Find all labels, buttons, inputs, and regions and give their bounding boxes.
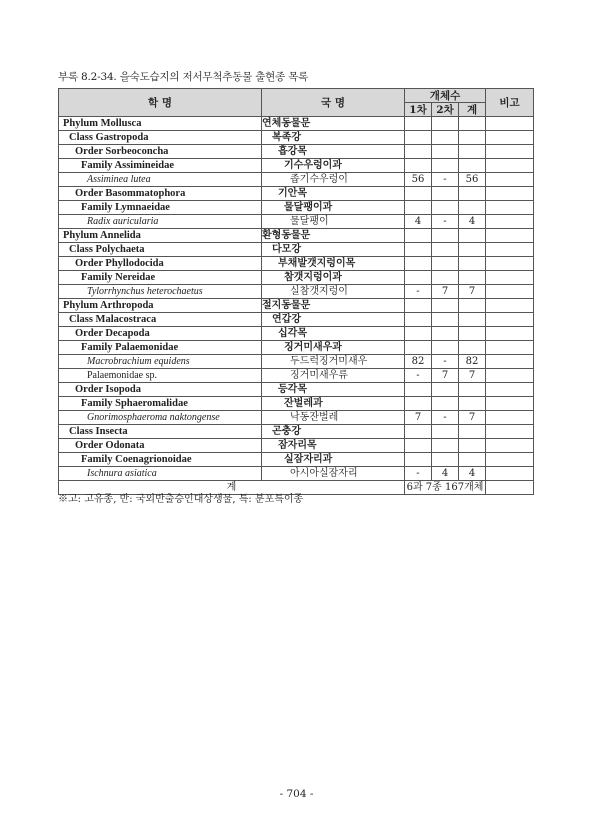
scientific-name-cell: Phylum Annelida — [59, 229, 262, 243]
scientific-name-cell: Order Basommatophora — [59, 187, 262, 201]
total-count-cell: 7 — [459, 411, 486, 425]
scientific-name-cell: Order Isopoda — [59, 383, 262, 397]
korean-name-cell: 곤충강 — [262, 425, 405, 439]
first-survey-count-cell — [405, 271, 432, 285]
scientific-name-cell: Family Coenagrionoidae — [59, 453, 262, 467]
total-count-cell — [459, 159, 486, 173]
total-count-cell — [459, 425, 486, 439]
table-row — [59, 313, 534, 327]
note-cell — [486, 271, 534, 285]
note-cell — [486, 257, 534, 271]
second-survey-count-cell — [432, 159, 459, 173]
scientific-name-cell: Class Gastropoda — [59, 131, 262, 145]
note-cell — [486, 285, 534, 299]
scientific-name-cell: Class Malacostraca — [59, 313, 262, 327]
first-survey-count-cell — [405, 439, 432, 453]
second-survey-count-cell — [432, 201, 459, 215]
header-second-survey: 2차 — [432, 103, 459, 117]
table-row — [59, 243, 534, 257]
table-row — [59, 201, 534, 215]
total-count-cell — [459, 117, 486, 131]
first-survey-count-cell: - — [405, 369, 432, 383]
second-survey-count-cell — [432, 257, 459, 271]
table-row — [59, 411, 534, 425]
first-survey-count-cell — [405, 397, 432, 411]
total-label: 계 — [59, 481, 405, 495]
second-survey-count-cell — [432, 187, 459, 201]
note-cell — [486, 159, 534, 173]
second-survey-count-cell — [432, 229, 459, 243]
note-cell — [486, 355, 534, 369]
table-row — [59, 159, 534, 173]
first-survey-count-cell — [405, 327, 432, 341]
first-survey-count-cell: 82 — [405, 355, 432, 369]
first-survey-count-cell — [405, 229, 432, 243]
table-body — [59, 117, 534, 481]
total-count-cell — [459, 397, 486, 411]
korean-name-cell: 흡강목 — [262, 145, 405, 159]
second-survey-count-cell — [432, 341, 459, 355]
table-caption: 부록 8.2-34. 을숙도습지의 저서무척추동물 출현종 목록 — [58, 71, 309, 83]
header-note: 비고 — [486, 89, 534, 117]
korean-name-cell: 부채발갯지렁이목 — [262, 257, 405, 271]
note-cell — [486, 145, 534, 159]
note-cell — [486, 215, 534, 229]
scientific-name-cell: Assiminea lutea — [59, 173, 262, 187]
first-survey-count-cell: - — [405, 285, 432, 299]
note-cell — [486, 173, 534, 187]
first-survey-count-cell — [405, 201, 432, 215]
korean-name-cell: 실참갯지렁이 — [262, 285, 405, 299]
first-survey-count-cell — [405, 425, 432, 439]
total-count-cell: 7 — [459, 369, 486, 383]
footnote: ※고: 고유종, 반: 국외반출승인대상생물, 특: 분포특이종 — [58, 494, 304, 505]
korean-name-cell: 물달팽이과 — [262, 201, 405, 215]
note-cell — [486, 467, 534, 481]
korean-name-cell: 환형동물문 — [262, 229, 405, 243]
total-count-cell: 82 — [459, 355, 486, 369]
note-cell — [486, 243, 534, 257]
total-count-cell — [459, 313, 486, 327]
table-row — [59, 285, 534, 299]
scientific-name-cell: Phylum Mollusca — [59, 117, 262, 131]
table-row — [59, 173, 534, 187]
scientific-name-cell: Order Decapoda — [59, 327, 262, 341]
note-cell — [486, 383, 534, 397]
korean-name-cell: 아시아실잠자리 — [262, 467, 405, 481]
total-count-cell: 4 — [459, 467, 486, 481]
second-survey-count-cell: 7 — [432, 369, 459, 383]
header-first-survey: 1차 — [405, 103, 432, 117]
total-count-cell — [459, 453, 486, 467]
first-survey-count-cell — [405, 299, 432, 313]
total-count-cell — [459, 327, 486, 341]
korean-name-cell: 잠자리목 — [262, 439, 405, 453]
header-total: 계 — [459, 103, 486, 117]
second-survey-count-cell: - — [432, 355, 459, 369]
total-value: 6과 7종 167개체 — [405, 481, 486, 495]
second-survey-count-cell — [432, 313, 459, 327]
table-row — [59, 271, 534, 285]
first-survey-count-cell — [405, 243, 432, 257]
scientific-name-cell: Tylorrhynchus heterochaetus — [59, 285, 262, 299]
note-cell — [486, 313, 534, 327]
total-count-cell — [459, 341, 486, 355]
second-survey-count-cell — [432, 327, 459, 341]
header-count-group: 개체수 — [405, 89, 486, 103]
second-survey-count-cell: - — [432, 173, 459, 187]
table-row — [59, 229, 534, 243]
total-count-cell — [459, 299, 486, 313]
header-korean-name: 국 명 — [262, 89, 405, 117]
note-cell — [486, 425, 534, 439]
note-cell — [486, 187, 534, 201]
table-row — [59, 117, 534, 131]
note-cell — [486, 299, 534, 313]
table-row — [59, 355, 534, 369]
table-row — [59, 145, 534, 159]
note-cell — [486, 397, 534, 411]
table-row — [59, 467, 534, 481]
table-row — [59, 327, 534, 341]
second-survey-count-cell — [432, 453, 459, 467]
table-row — [59, 187, 534, 201]
korean-name-cell: 실잠자리과 — [262, 453, 405, 467]
total-count-cell — [459, 257, 486, 271]
first-survey-count-cell — [405, 145, 432, 159]
second-survey-count-cell — [432, 117, 459, 131]
second-survey-count-cell — [432, 131, 459, 145]
total-count-cell — [459, 271, 486, 285]
page-number: - 704 - — [279, 788, 314, 800]
korean-name-cell: 등각목 — [262, 383, 405, 397]
table-row — [59, 369, 534, 383]
second-survey-count-cell — [432, 299, 459, 313]
korean-name-cell: 기수우렁이과 — [262, 159, 405, 173]
table-row — [59, 131, 534, 145]
total-count-cell — [459, 383, 486, 397]
note-cell — [486, 201, 534, 215]
second-survey-count-cell — [432, 243, 459, 257]
total-count-cell — [459, 145, 486, 159]
note-cell — [486, 411, 534, 425]
second-survey-count-cell — [432, 397, 459, 411]
header-scientific-name: 학 명 — [59, 89, 262, 117]
total-count-cell — [459, 439, 486, 453]
table-row — [59, 439, 534, 453]
first-survey-count-cell — [405, 131, 432, 145]
second-survey-count-cell — [432, 425, 459, 439]
korean-name-cell: 십각목 — [262, 327, 405, 341]
total-count-cell — [459, 131, 486, 145]
first-survey-count-cell — [405, 453, 432, 467]
note-cell — [486, 439, 534, 453]
scientific-name-cell: Class Insecta — [59, 425, 262, 439]
korean-name-cell: 두드럭징거미새우 — [262, 355, 405, 369]
korean-name-cell: 연갑강 — [262, 313, 405, 327]
total-count-cell — [459, 201, 486, 215]
scientific-name-cell: Family Sphaeromalidae — [59, 397, 262, 411]
korean-name-cell: 물달팽이 — [262, 215, 405, 229]
table-row — [59, 257, 534, 271]
total-note-cell — [486, 481, 534, 495]
first-survey-count-cell: - — [405, 467, 432, 481]
second-survey-count-cell — [432, 383, 459, 397]
second-survey-count-cell: 4 — [432, 467, 459, 481]
scientific-name-cell: Palaemonidae sp. — [59, 369, 262, 383]
header-row — [59, 89, 534, 103]
table-row — [59, 397, 534, 411]
korean-name-cell: 복족강 — [262, 131, 405, 145]
korean-name-cell: 연체동물문 — [262, 117, 405, 131]
first-survey-count-cell — [405, 187, 432, 201]
korean-name-cell: 징거미새우과 — [262, 341, 405, 355]
scientific-name-cell: Phylum Arthropoda — [59, 299, 262, 313]
total-count-cell: 7 — [459, 285, 486, 299]
table-row — [59, 453, 534, 467]
total-count-cell — [459, 229, 486, 243]
first-survey-count-cell: 56 — [405, 173, 432, 187]
first-survey-count-cell — [405, 313, 432, 327]
total-count-cell — [459, 243, 486, 257]
note-cell — [486, 369, 534, 383]
species-table — [58, 88, 534, 495]
scientific-name-cell: Macrobrachium equidens — [59, 355, 262, 369]
note-cell — [486, 117, 534, 131]
korean-name-cell: 절지동물문 — [262, 299, 405, 313]
table-row — [59, 215, 534, 229]
second-survey-count-cell — [432, 439, 459, 453]
scientific-name-cell: Family Lymnaeidae — [59, 201, 262, 215]
total-count-cell: 4 — [459, 215, 486, 229]
scientific-name-cell: Order Odonata — [59, 439, 262, 453]
table-row — [59, 299, 534, 313]
korean-name-cell: 잔벌레과 — [262, 397, 405, 411]
first-survey-count-cell — [405, 117, 432, 131]
korean-name-cell: 낙동잔벌레 — [262, 411, 405, 425]
note-cell — [486, 453, 534, 467]
first-survey-count-cell — [405, 383, 432, 397]
table-row — [59, 425, 534, 439]
scientific-name-cell: Radix auricularia — [59, 215, 262, 229]
first-survey-count-cell — [405, 159, 432, 173]
korean-name-cell: 징거미새우류 — [262, 369, 405, 383]
second-survey-count-cell — [432, 145, 459, 159]
first-survey-count-cell — [405, 341, 432, 355]
table-row — [59, 383, 534, 397]
korean-name-cell: 참갯지렁이과 — [262, 271, 405, 285]
scientific-name-cell: Order Phyllodocida — [59, 257, 262, 271]
scientific-name-cell: Class Polychaeta — [59, 243, 262, 257]
scientific-name-cell: Family Assimineidae — [59, 159, 262, 173]
second-survey-count-cell — [432, 271, 459, 285]
first-survey-count-cell: 4 — [405, 215, 432, 229]
total-count-cell: 56 — [459, 173, 486, 187]
scientific-name-cell: Family Palaemonidae — [59, 341, 262, 355]
note-cell — [486, 131, 534, 145]
korean-name-cell: 다모강 — [262, 243, 405, 257]
scientific-name-cell: Ischnura asiatica — [59, 467, 262, 481]
note-cell — [486, 229, 534, 243]
scientific-name-cell: Family Nereidae — [59, 271, 262, 285]
total-count-cell — [459, 187, 486, 201]
note-cell — [486, 341, 534, 355]
korean-name-cell: 기안목 — [262, 187, 405, 201]
scientific-name-cell: Gnorimosphaeroma naktongense — [59, 411, 262, 425]
first-survey-count-cell — [405, 257, 432, 271]
first-survey-count-cell: 7 — [405, 411, 432, 425]
second-survey-count-cell: - — [432, 215, 459, 229]
table-row — [59, 341, 534, 355]
second-survey-count-cell: - — [432, 411, 459, 425]
korean-name-cell: 좁기수우렁이 — [262, 173, 405, 187]
note-cell — [486, 327, 534, 341]
scientific-name-cell: Order Sorbeoconcha — [59, 145, 262, 159]
second-survey-count-cell: 7 — [432, 285, 459, 299]
